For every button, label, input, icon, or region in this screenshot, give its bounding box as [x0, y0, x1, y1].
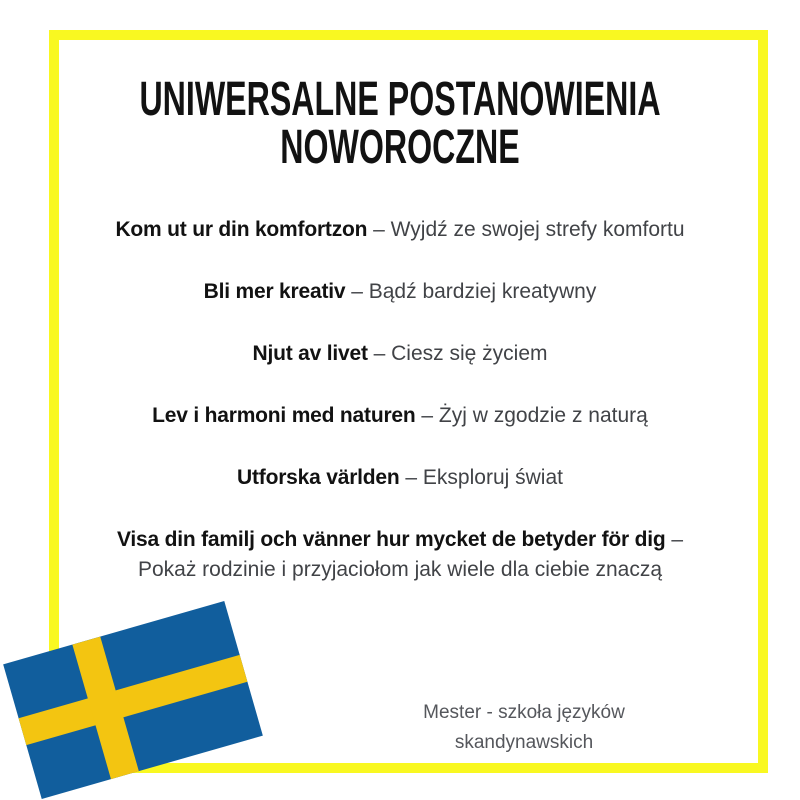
- polish-translation: Eksploruj świat: [422, 466, 563, 489]
- resolutions-list: [50, 215, 750, 617]
- swedish-phrase: Bli mer kreativ: [203, 280, 346, 303]
- dash-separator: –: [421, 404, 434, 427]
- resolution-item: [50, 401, 750, 431]
- swedish-phrase: Njut av livet: [252, 342, 368, 365]
- dash-separator: –: [373, 342, 386, 365]
- dash-separator: –: [671, 528, 684, 551]
- attribution-line-1: Mester - szkoła języków: [423, 702, 625, 723]
- dash-separator: –: [405, 466, 418, 489]
- page-title: UNIWERSALNE POSTANOWIENIA NOWOROCZNE: [139, 73, 661, 174]
- attribution-line-2: skandynawskich: [454, 732, 594, 753]
- resolution-item: [50, 277, 750, 307]
- dash-separator: –: [351, 280, 363, 303]
- resolution-item: [50, 339, 750, 369]
- resolution-item: [50, 463, 750, 493]
- polish-translation: Żyj w zgodzie z naturą: [438, 404, 648, 427]
- swedish-phrase: Lev i harmoni med naturen: [152, 404, 416, 427]
- attribution: [384, 698, 664, 758]
- polish-translation: Pokaż rodzinie i przyjaciołom jak wiele dla ciebie znaczą: [137, 558, 663, 581]
- swedish-phrase: Visa din familj och vänner hur mycket de betyder för dig: [116, 528, 666, 551]
- resolution-item: [50, 525, 750, 585]
- polish-translation: Wyjdź ze swojej strefy komfortu: [390, 218, 685, 241]
- swedish-phrase: Kom ut ur din komfortzon: [115, 218, 368, 241]
- flag-horizontal-stripe: [19, 655, 248, 745]
- polish-translation: Bądź bardziej kreatywny: [368, 280, 597, 303]
- polish-translation: Ciesz się życiem: [391, 342, 548, 365]
- swedish-phrase: Utforska världen: [237, 466, 400, 489]
- dash-separator: –: [373, 218, 385, 241]
- resolution-item: [50, 215, 750, 245]
